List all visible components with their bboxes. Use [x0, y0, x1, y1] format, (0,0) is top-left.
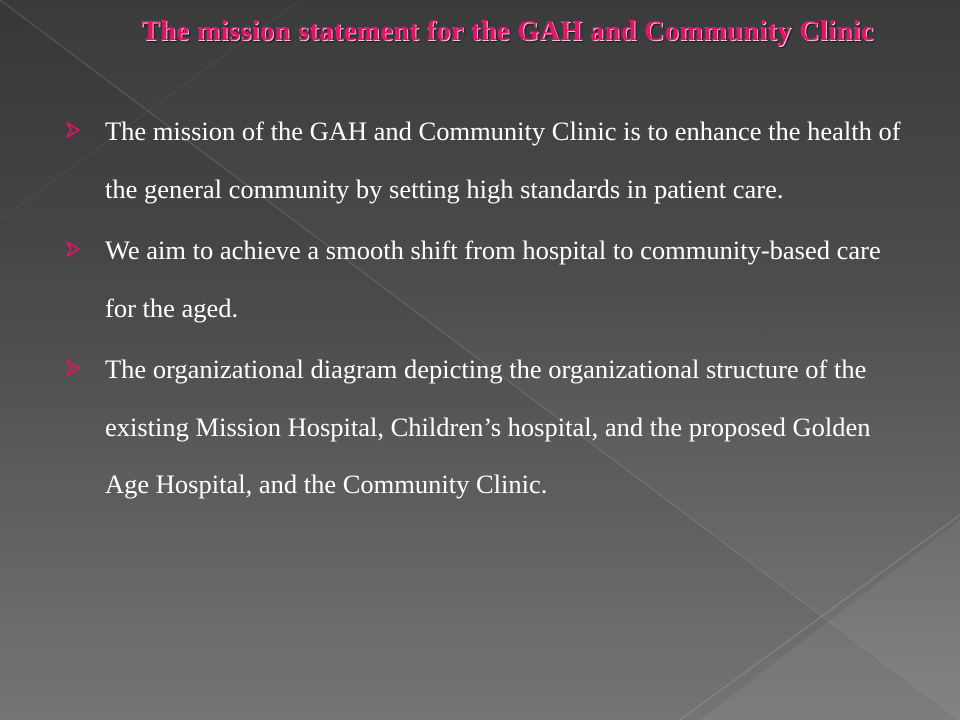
bullet-text: We aim to achieve a smooth shift from hospital to community-based care for the aged.	[105, 235, 881, 323]
bullet-item	[62, 341, 912, 514]
bullet-text: The mission of the GAH and Community Clinic is to enhance the health of the general community by setting high standards in patient care.	[105, 116, 901, 204]
arrow-bullet-icon	[66, 241, 80, 257]
arrow-bullet-icon	[66, 360, 80, 376]
slide-title: The mission statement for the GAH and Community Clinic	[141, 16, 874, 47]
bullet-item	[62, 103, 912, 218]
bullet-list	[62, 103, 912, 518]
arrow-bullet-icon	[66, 122, 80, 138]
bullet-text: The organizational diagram depicting the organizational structure of the existing Mission Hospital, Children’s hospital, and the proposed Golden Age Hospital, and the Community Clinic.	[105, 354, 871, 499]
bullet-item	[62, 222, 912, 337]
